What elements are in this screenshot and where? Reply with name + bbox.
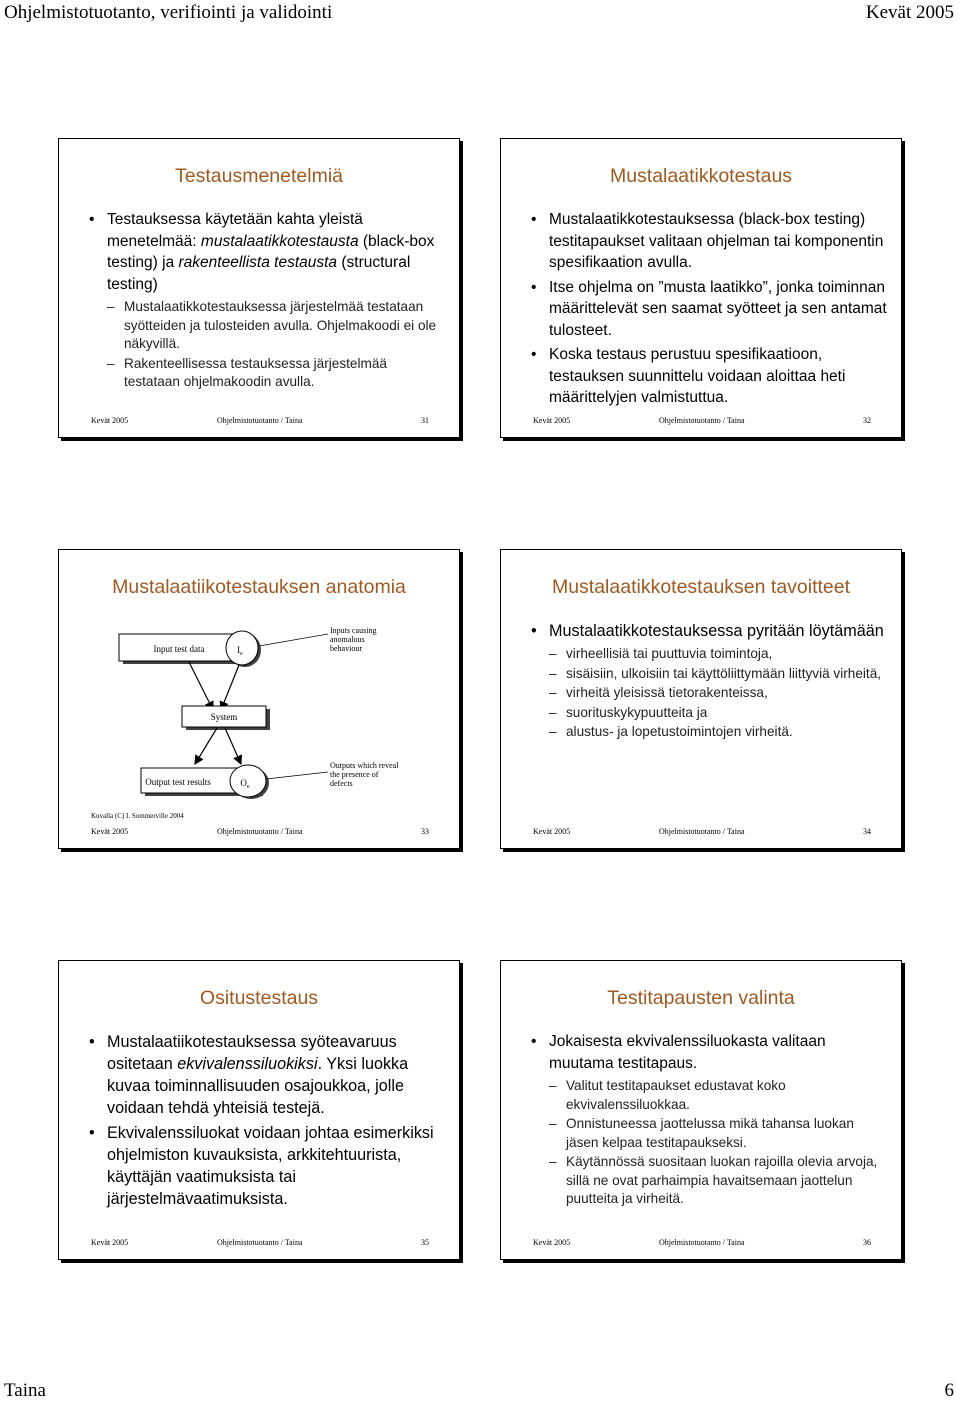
bullet-text: Mustalaatikkotestauksessa pyritään löytämään xyxy=(549,622,884,640)
slide-number: 34 xyxy=(863,827,871,836)
arrow-system-oe xyxy=(225,728,241,764)
page-header-right: Kevät 2005 xyxy=(865,2,954,23)
slide-footer xyxy=(533,827,871,839)
slide-34 xyxy=(500,549,902,849)
bullet-text: Koska testaus perustuu spesifikaatioon, testauksen suunnittelu voidaan aloittaa heti määrittelyjen valmistuttua. xyxy=(549,346,846,406)
slide-footer-course: Ohjelmistotuotanto / Taina xyxy=(217,827,303,836)
slide-footer xyxy=(533,416,871,428)
arrow-ie-system xyxy=(221,665,239,710)
slide-body xyxy=(527,1031,887,1210)
arrow-input-system xyxy=(189,662,213,710)
slide-number: 36 xyxy=(863,1238,871,1247)
slide-footer-date: Kevät 2005 xyxy=(533,416,571,425)
oe-label: $O_e$ xyxy=(240,778,250,790)
slide-body xyxy=(85,1031,445,1213)
black-box-diagram xyxy=(59,550,461,850)
bullet-text: Mustalaatikkotestauksessa (black-box testing) testitapaukset valitaan ohjelman tai komponentin spesifikaation avulla. xyxy=(549,211,884,271)
slide-36 xyxy=(500,960,902,1260)
page-footer-right: 6 xyxy=(944,1380,954,1401)
sub-bullet-item: – Mustalaatikkotestauksessa järjestelmää testataan syötteiden ja tulosteiden avulla. Ohjelmakoodi ei ole näkyvillä. xyxy=(107,298,445,354)
slide-footer xyxy=(533,1238,871,1250)
slide-footer-date: Kevät 2005 xyxy=(533,1238,571,1247)
bullet-item xyxy=(527,209,887,274)
bullet-text: (black-box testing) ja xyxy=(107,232,435,271)
slide-footer-date: Kevät 2005 xyxy=(91,1238,129,1247)
bullet-text: Mustalaatiikotestauksessa syöteavaruus ositetaan xyxy=(107,1033,397,1073)
bullet-item xyxy=(85,1031,445,1119)
bullet-emphasis: ekvivalenssiluokiksi xyxy=(177,1055,318,1073)
slide-33 xyxy=(58,549,460,849)
sub-bullet-item: – alustus- ja lopetustoimintojen virheitä. xyxy=(549,723,887,742)
slide-number: 31 xyxy=(421,416,429,425)
bullet-emphasis: rakenteellista testausta xyxy=(178,254,338,271)
slide-footer-course: Ohjelmistotuotanto / Taina xyxy=(659,416,745,425)
slide-footer-date: Kevät 2005 xyxy=(533,827,571,836)
slide-footer xyxy=(91,1238,429,1250)
slide-32 xyxy=(500,138,902,438)
input-test-data-label: Input test data xyxy=(153,644,205,654)
sub-bullet-item: – suorituskykypuutteita ja xyxy=(549,704,887,723)
slide-number: 33 xyxy=(421,827,429,836)
bullet-text: Ekvivalenssiluokat voidaan johtaa esimerkiksi ohjelmiston kuvauksista, arkkitehtuurista, käyttäjän vaatimuksista tai järjestelmävaatimuksista. xyxy=(107,1124,434,1208)
bullet-item xyxy=(85,209,445,295)
page-header-left: Ohjelmistotuotanto, verifiointi ja validointi xyxy=(4,2,333,23)
slide-title: Testitapausten valinta xyxy=(607,987,795,1009)
slide-number: 32 xyxy=(863,416,871,425)
arrow-system-output xyxy=(195,728,217,764)
bullet-text: Itse ohjelma on ”musta laatikko”, jonka toiminnan määrittelevät sen saamat syötteet ja sen antamat tulosteet. xyxy=(549,278,887,339)
bullet-text: (structural testing) xyxy=(107,254,411,293)
system-label: System xyxy=(210,712,238,722)
slide-title: Mustalaatikkotestauksen tavoitteet xyxy=(551,576,851,598)
sub-bullet-item: – Käytännössä suositaan luokan rajoilla olevia arvoja, sillä ne ovat parhaimpia havaitsemaan jaottelun puutteita ja virheitä. xyxy=(549,1153,887,1209)
bullet-text: . Yksi luokka kuvaa toiminnallisuuden osajoukkoa, jolle voidaan tehdä yhteisiä testejä. xyxy=(107,1055,409,1117)
slide-footer-date: Kevät 2005 xyxy=(91,827,129,836)
bullet-emphasis: mustalaatikkotestausta xyxy=(200,232,359,250)
inputs-causing-label: Inputs causing anomalous behaviour xyxy=(330,626,377,653)
slide-title: Mustalaatikkotestaus xyxy=(609,165,793,187)
sub-bullet-item: – Rakenteellisessa testauksessa järjestelmää testataan ohjelmakoodin avulla. xyxy=(107,355,445,392)
oe-ellipse xyxy=(230,765,266,797)
sub-bullet-item: – Onnistuneessa jaottelussa mikä tahansa luokan jäsen kelpaa testitapaukseksi. xyxy=(549,1115,887,1152)
slide-title: Testausmenetelmiä xyxy=(175,165,343,187)
sub-bullet-item: – sisäisiin, ulkoisiin tai käyttöliittymään liittyviä virheitä, xyxy=(549,665,887,684)
sub-bullet-item: – Valitut testitapaukset edustavat koko ekvivalenssiluokkaa. xyxy=(549,1077,887,1114)
ie-label: $I_e$ xyxy=(237,645,243,657)
bullet-text: Jokaisesta ekvivalenssiluokasta valitaan muutama testitapaus. xyxy=(549,1033,826,1072)
slide-footer-date: Kevät 2005 xyxy=(91,416,129,425)
bullet-item xyxy=(527,277,887,342)
sub-bullet-item: – virheitä yleisissä tietorakenteissa, xyxy=(549,684,887,703)
slide-body xyxy=(527,620,887,743)
slide-footer xyxy=(91,416,429,428)
slide-footer-course: Ohjelmistotuotanto / Taina xyxy=(217,1238,303,1247)
slide-body xyxy=(85,209,445,393)
ie-ellipse xyxy=(226,631,258,665)
slide-footer-course: Ohjelmistotuotanto / Taina xyxy=(659,1238,745,1247)
output-test-results-label: Output test results xyxy=(145,777,211,787)
slide-number: 35 xyxy=(421,1238,429,1247)
bullet-item xyxy=(85,1122,445,1210)
outputs-reveal-label: Outputs which reveal the presence of defects xyxy=(330,761,399,788)
slide-title: Ositustestaus xyxy=(199,987,319,1009)
bullet-text: Testauksessa käytetään kahta yleistä menetelmää: xyxy=(107,211,363,250)
slide-title: Mustalaatiikotestauksen anatomia xyxy=(112,576,406,598)
sub-bullet-item: – virheellisiä tai puuttuvia toimintoja, xyxy=(549,645,887,664)
slide-footer-course: Ohjelmistotuotanto / Taina xyxy=(659,827,745,836)
slide-body xyxy=(527,209,887,412)
slide-footer xyxy=(91,827,429,839)
slide-35 xyxy=(58,960,460,1260)
bullet-item xyxy=(527,620,887,642)
outputs-reveal-pointer xyxy=(266,772,328,779)
bullet-item xyxy=(527,344,887,409)
slide-31 xyxy=(58,138,460,438)
page-footer-left: Taina xyxy=(4,1380,46,1401)
image-credit: Kuvalla (C) I. Sommerville 2004 xyxy=(91,812,184,820)
inputs-causing-pointer xyxy=(259,634,328,646)
bullet-item xyxy=(527,1031,887,1074)
slide-footer-course: Ohjelmistotuotanto / Taina xyxy=(217,416,303,425)
